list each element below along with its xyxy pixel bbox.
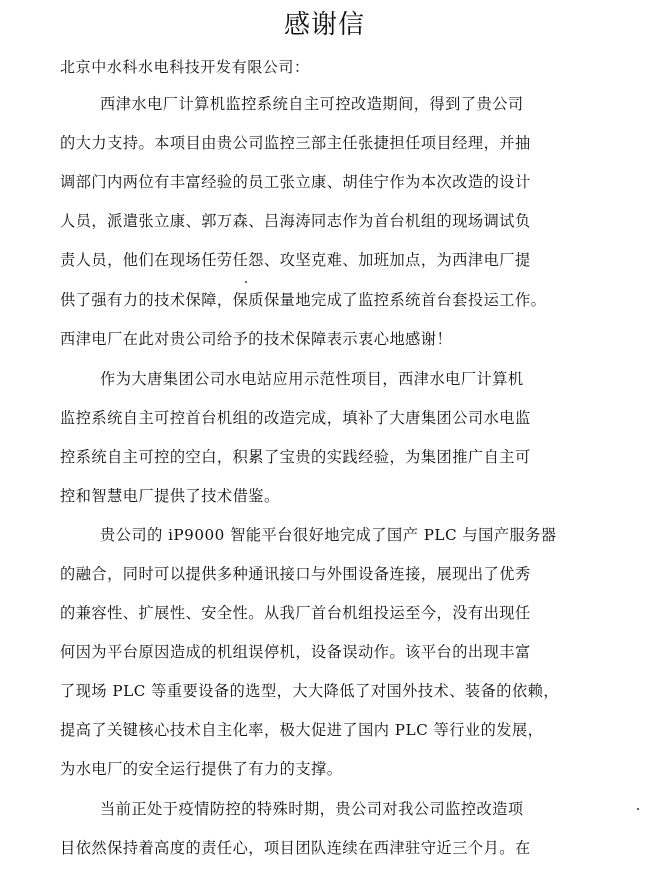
paragraph-line: 西津水电厂计算机监控系统自主可控改造期间，得到了贵公司 (100, 95, 524, 113)
paragraph-line: 西津电厂在此对贵公司给予的技术保障表示衷心地感谢！ (60, 330, 453, 348)
paragraph-line: 人员，派遣张立康、郭万森、吕海涛同志作为首台机组的现场调试负 (60, 212, 531, 230)
paragraph-line: 为水电厂的安全运行提供了有力的支撑。 (60, 760, 343, 778)
paragraph-line: 监控系统自主可控首台机组的改造完成，填补了大唐集团公司水电监 (60, 409, 531, 427)
paragraph-line: 贵公司的 iP9000 智能平台很好地完成了国产 PLC 与国产服务器 (100, 526, 557, 544)
scan-speck (245, 281, 247, 283)
letter-title: 感谢信 (283, 10, 365, 40)
paragraph-line: 了现场 PLC 等重要设备的选型，大大降低了对国外技术、装备的依赖， (60, 682, 560, 700)
paragraph-line: 提高了关键核心技术自主化率，极大促进了国内 PLC 等行业的发展， (60, 721, 544, 739)
paragraph-line: 供了强有力的技术保障，保质保量地完成了监控系统首台套投运工作。 (60, 291, 547, 309)
paragraph-line: 调部门内两位有丰富经验的员工张立康、胡佳宁作为本次改造的设计 (60, 173, 531, 191)
paragraph-line: 的融合，同时可以提供多种通讯接口与外围设备连接，展现出了优秀 (60, 565, 531, 583)
paragraph-line: 责人员，他们在现场任劳任怨、攻坚克难、加班加点，为西津电厂提 (60, 251, 531, 269)
paragraph-line: 何因为平台原因造成的机组误停机，设备误动作。该平台的出现丰富 (60, 643, 531, 661)
scan-speck (637, 808, 639, 810)
paragraph-line: 作为大唐集团公司水电站应用示范性项目，西津水电厂计算机 (100, 370, 524, 388)
paragraph-line: 的大力支持。本项目由贵公司监控三部主任张捷担任项目经理，并抽 (60, 134, 531, 152)
paragraph-line: 的兼容性、扩展性、安全性。从我厂首台机组投运至今，没有出现任 (60, 604, 531, 622)
paragraph-line: 控和智慧电厂提供了技术借鉴。 (60, 487, 280, 505)
paragraph-line: 控系统自主可控的空白，积累了宝贵的实践经验，为集团推广自主可 (60, 448, 531, 466)
paragraph-line: 目依然保持着高度的责任心，项目团队连续在西津驻守近三个月。在 (60, 839, 531, 857)
letter-salutation: 北京中水科水电科技开发有限公司： (60, 58, 310, 76)
paragraph-line: 当前正处于疫情防控的特殊时期，贵公司对我公司监控改造项 (100, 800, 524, 818)
